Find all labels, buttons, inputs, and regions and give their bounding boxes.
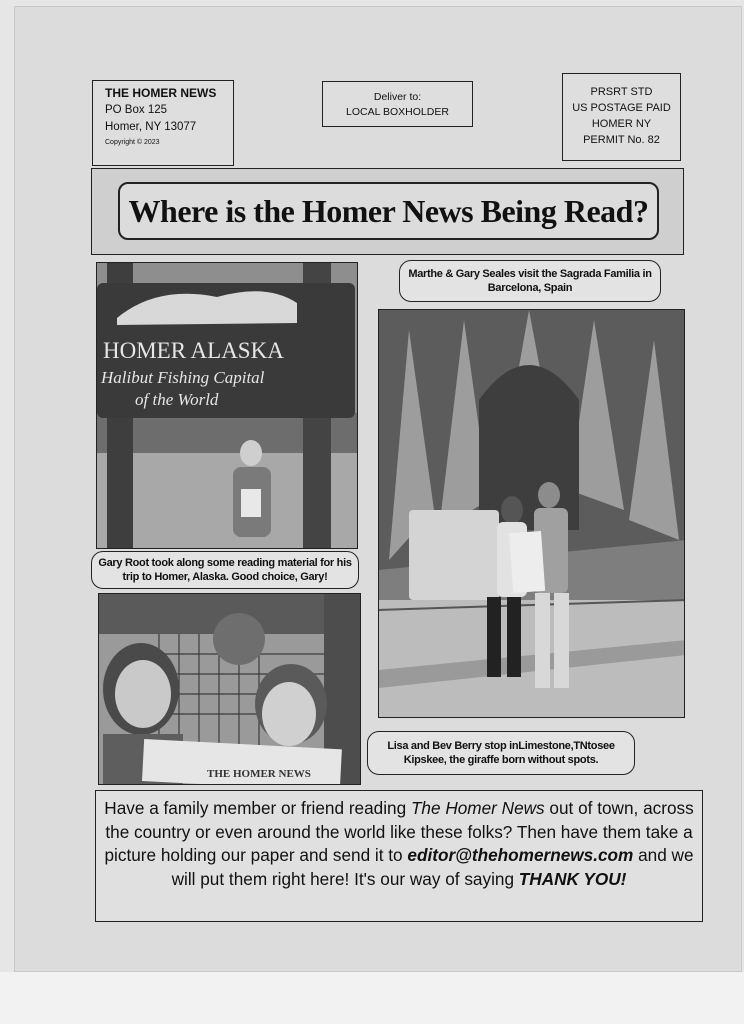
- cta-thank-you: THANK YOU!: [518, 868, 627, 889]
- call-to-action-box: [95, 790, 703, 922]
- headline-frame: [118, 182, 659, 240]
- newspaper-masthead: THE HOMER NEWS: [207, 768, 311, 780]
- delivery-box: [322, 81, 473, 127]
- limestone-photo-art: [99, 594, 361, 785]
- caption-sagrada: Marthe & Gary Seales visit the Sagrada Familia in Barcelona, Spain: [399, 260, 661, 302]
- postage-line-2: US POSTAGE PAID: [572, 102, 671, 114]
- photo-homer-alaska: [96, 262, 358, 549]
- postage-line-1: PRSRT STD: [590, 86, 653, 98]
- masthead-box: [92, 80, 234, 166]
- sign-line-2: Halibut Fishing Capital: [101, 368, 265, 387]
- caption-alaska: Gary Root took along some reading material for his trip to Homer, Alaska. Good choice, Gary!: [91, 551, 359, 589]
- cta-text-2: out of town, across the country or even around the world like these folks? Then have them take a picture holding our paper and send it to: [104, 798, 694, 865]
- photo-sagrada-familia: [378, 309, 685, 718]
- page-title: Where is the Homer News Being Read?: [128, 192, 649, 229]
- headline-banner: [91, 168, 684, 255]
- photo-limestone: [98, 593, 361, 785]
- cta-email-link[interactable]: editor@thehomernews.com: [407, 845, 634, 865]
- sign-line-3: of the World: [135, 390, 219, 409]
- alaska-photo-art: [97, 263, 358, 549]
- postage-box: [562, 73, 681, 161]
- paper-name: THE HOMER NEWS: [105, 86, 217, 100]
- deliver-recipient: LOCAL BOXHOLDER: [346, 106, 449, 118]
- cta-text-3: and we will put them right here! It's our way of saying: [171, 845, 694, 889]
- copyright: Copyright © 2023: [105, 139, 160, 146]
- postage-line-3: HOMER NY: [591, 118, 652, 130]
- caption-limestone: Lisa and Bev Berry stop inLimestone,TNtosee Kipskee, the giraffe born without spots.: [367, 731, 635, 775]
- scan-margin: [0, 972, 744, 1024]
- deliver-label: Deliver to:: [373, 91, 422, 103]
- postage-line-4: PERMIT No. 82: [583, 134, 660, 146]
- address-line-2: Homer, NY 13077: [105, 121, 197, 133]
- sagrada-photo-art: [379, 310, 685, 718]
- cta-text-1: Have a family member or friend reading: [104, 798, 411, 818]
- sign-line-1: HOMER ALASKA: [103, 338, 284, 363]
- address-line-1: PO Box 125: [105, 104, 168, 116]
- cta-paper-name: The Homer News: [410, 798, 545, 818]
